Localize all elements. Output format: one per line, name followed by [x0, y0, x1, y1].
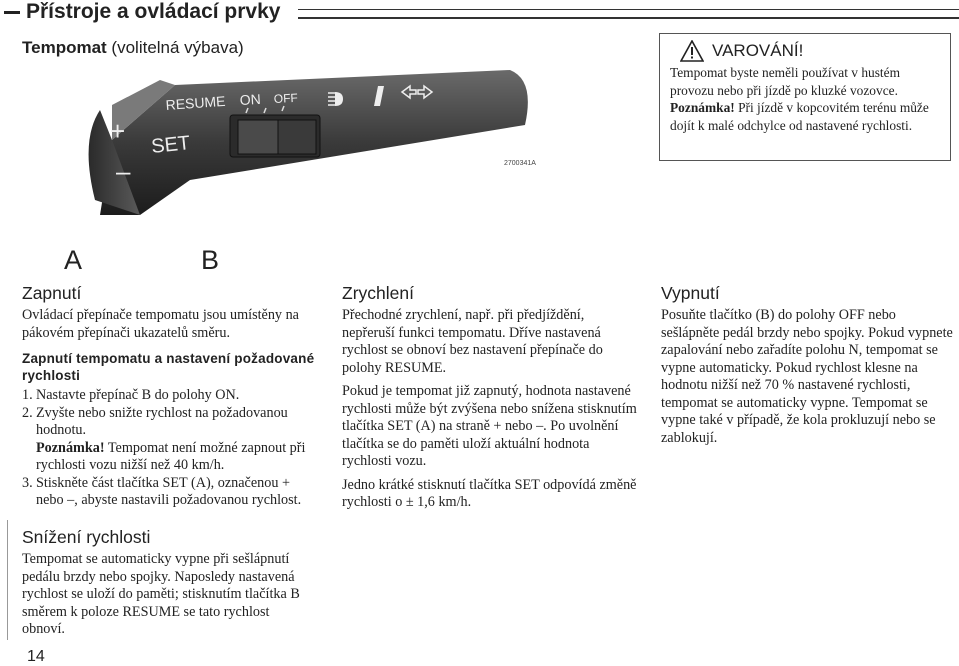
warning-box	[659, 33, 951, 161]
page-title: Přístroje a ovládací prvky	[26, 0, 281, 23]
step-text: Stiskněte část tlačítka SET (A), označenou + nebo –, abyste nastavili požadovanou rychlost.	[36, 474, 302, 508]
warning-icon	[680, 40, 704, 62]
vypnuti-heading: Vypnutí	[661, 283, 720, 303]
header-dash	[4, 11, 20, 14]
section-title-rest: (volitelná výbava)	[106, 38, 244, 57]
step-number: 1.	[22, 387, 33, 403]
margin-rule	[7, 520, 8, 640]
warning-note-label: Poznámka!	[670, 100, 735, 115]
zapnuti-section	[22, 283, 318, 510]
zrychleni-heading: Zrychlení	[342, 283, 414, 303]
page-number: 14	[27, 648, 45, 665]
section-title-bold: Tempomat	[22, 38, 107, 57]
slider-button-b	[238, 120, 278, 154]
zapnuti-intro: Ovládací přepínače tempomatu jsou umístěny na pákovém přepínači ukazatelů směru.	[22, 307, 299, 341]
warning-header	[680, 40, 942, 62]
plus-label: +	[110, 116, 126, 146]
note-text: Tempomat není možné zapnout při rychlosti vozu nižší než 40 km/h.	[36, 439, 306, 473]
slider-track	[278, 120, 316, 154]
warning-body: Tempomat byste neměli používat v hustém provozu nebo při jízdě po kluzké vozovce.	[670, 65, 901, 98]
zrychleni-p2: Pokud je tempomat již zapnutý, hodnota nastavené rychlosti může být zvýšena nebo snížena stisknutím tlačítka SET (A) na straně + nebo –. Po uvolnění tlačítka se do paměti uloží aktuální hodnota rychlosti vozu.	[342, 383, 637, 469]
vypnuti-section	[661, 283, 953, 453]
zrychleni-p1: Přechodné zrychlení, např. při předjíždění, nepřeruší funkci tempomatu. Dříve nastavená rychlost se obnoví bez nastavení přepínače do polohy RESUME.	[342, 307, 603, 376]
set-label: SET	[150, 132, 192, 158]
step-text: Nastavte přepínač B do polohy ON.	[36, 387, 240, 403]
snizeni-heading: Snížení rychlosti	[22, 527, 151, 547]
list-item	[22, 405, 318, 440]
on-label: ON	[239, 90, 262, 108]
zapnuti-note	[36, 440, 318, 475]
header-rule	[298, 9, 959, 19]
off-label: OFF	[273, 90, 299, 106]
step-text: Zvyšte nebo snižte rychlost na požadovanou hodnotu.	[36, 404, 288, 438]
label-b: B	[201, 245, 220, 275]
list-item	[22, 387, 318, 405]
resume-label: RESUME	[165, 92, 226, 113]
note-label: Poznámka!	[36, 439, 105, 456]
zrychleni-section	[342, 283, 638, 518]
vypnuti-text: Posuňte tlačítko (B) do polohy OFF nebo sešlápněte pedál brzdy nebo spojky. Pokud vypnete zapalování nebo zařadíte polohu N, tempomat se vypne automaticky. Pokud rychlost klesne na hodnotu nižší než 70 % nastavené rychlosti, tempomat se automaticky vypne. Tempomat se vypne také v případě, že kola prokluzují nebo se zablokují.	[661, 307, 953, 446]
step-number: 2.	[22, 404, 33, 421]
zapnuti-subheading: Zapnutí tempomatu a nastavení požadované rychlosti	[22, 351, 315, 383]
zapnuti-steps	[22, 387, 318, 510]
warning-note-text: Při jízdě v kopcovitém terénu může dojít k malé odchylce od nastavené rychlosti.	[670, 100, 929, 133]
warning-title: VAROVÁNÍ!	[712, 41, 804, 60]
zrychleni-p3: Jedno krátké stisknutí tlačítka SET odpovídá změně rychlosti o ± 1,6 km/h.	[342, 476, 637, 510]
minus-label: –	[116, 156, 131, 186]
step-number: 3.	[22, 474, 33, 491]
warning-text	[670, 64, 942, 134]
cruise-control-stalk-illustration	[80, 30, 540, 215]
label-a: A	[64, 245, 83, 275]
figure-code: 2700341A	[504, 160, 536, 167]
zapnuti-heading: Zapnutí	[22, 283, 82, 303]
list-item	[22, 475, 318, 510]
snizeni-section	[22, 527, 302, 645]
snizeni-text: Tempomat se automaticky vypne při sešlápnutí pedálu brzdy nebo spojky. Naposledy nastavená rychlost se uloží do paměti; stisknutím tlačítka B směrem k poloze RESUME se tato rychlost obnoví.	[22, 551, 300, 637]
